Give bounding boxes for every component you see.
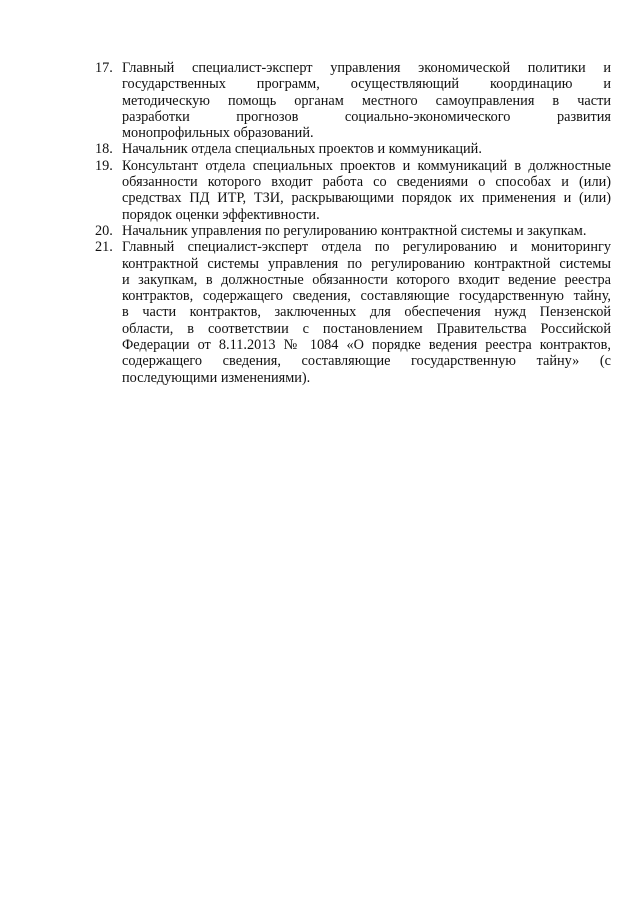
text-line: последующими изменениями).	[122, 369, 311, 386]
item-text	[122, 158, 611, 223]
list-item-19	[95, 158, 611, 223]
text-line: контрактов, содержащего сведения, составляющие государственную тайну,	[122, 288, 611, 305]
text-line: Начальник управления по регулированию контрактной системы и закупкам.	[122, 222, 587, 239]
item-number: 19.	[95, 157, 113, 174]
text-line: методическую помощь органам местного самоуправления в части	[122, 92, 611, 109]
item-number: 21.	[95, 239, 113, 256]
item-number: 17.	[95, 60, 113, 76]
text-line: контрактной системы управления по регулированию контрактной системы	[122, 255, 611, 272]
text-line: Главный специалист-эксперт отдела по регулированию и мониторингу	[122, 239, 611, 256]
list-item-18	[95, 141, 611, 157]
item-text	[122, 239, 611, 386]
text-line: Главный специалист-эксперт управления экономической политики и	[122, 60, 611, 76]
text-line: обязанности которого входит работа со сведениями о способах и (или)	[122, 174, 611, 191]
text-line: разработки прогнозов социально-экономического развития	[122, 108, 611, 125]
text-line: Федерации от 8.11.2013 № 1084 «О порядке ведения реестра контрактов,	[122, 337, 611, 354]
item-number: 20.	[95, 222, 113, 239]
text-line: средствах ПД ИТР, ТЗИ, раскрывающими порядок их применения и (или)	[122, 190, 611, 207]
list-item-21	[95, 239, 611, 386]
numbered-list	[95, 60, 611, 386]
text-line: монопрофильных образований.	[122, 125, 314, 142]
list-item-17	[95, 60, 611, 141]
item-number: 18.	[95, 141, 113, 158]
item-text	[122, 223, 611, 239]
item-text	[122, 141, 611, 157]
text-line: Начальник отдела специальных проектов и коммуникаций.	[122, 141, 482, 158]
text-line: в части контрактов, заключенных для обеспечения нужд Пензенской	[122, 304, 611, 321]
text-line: содержащего сведения, составляющие государственную тайну» (с	[122, 353, 611, 370]
item-text	[122, 60, 611, 141]
text-line: области, в соответствии с постановлением Правительства Российской	[122, 320, 611, 337]
text-line: порядок оценки эффективности.	[122, 206, 320, 223]
text-line: и закупкам, в должностные обязанности которого входит ведение реестра	[122, 271, 611, 288]
text-line: государственных программ, осуществляющий координацию и	[122, 76, 611, 93]
list-item-20	[95, 223, 611, 239]
text-line: Консультант отдела специальных проектов и коммуникаций в должностные	[122, 157, 611, 174]
